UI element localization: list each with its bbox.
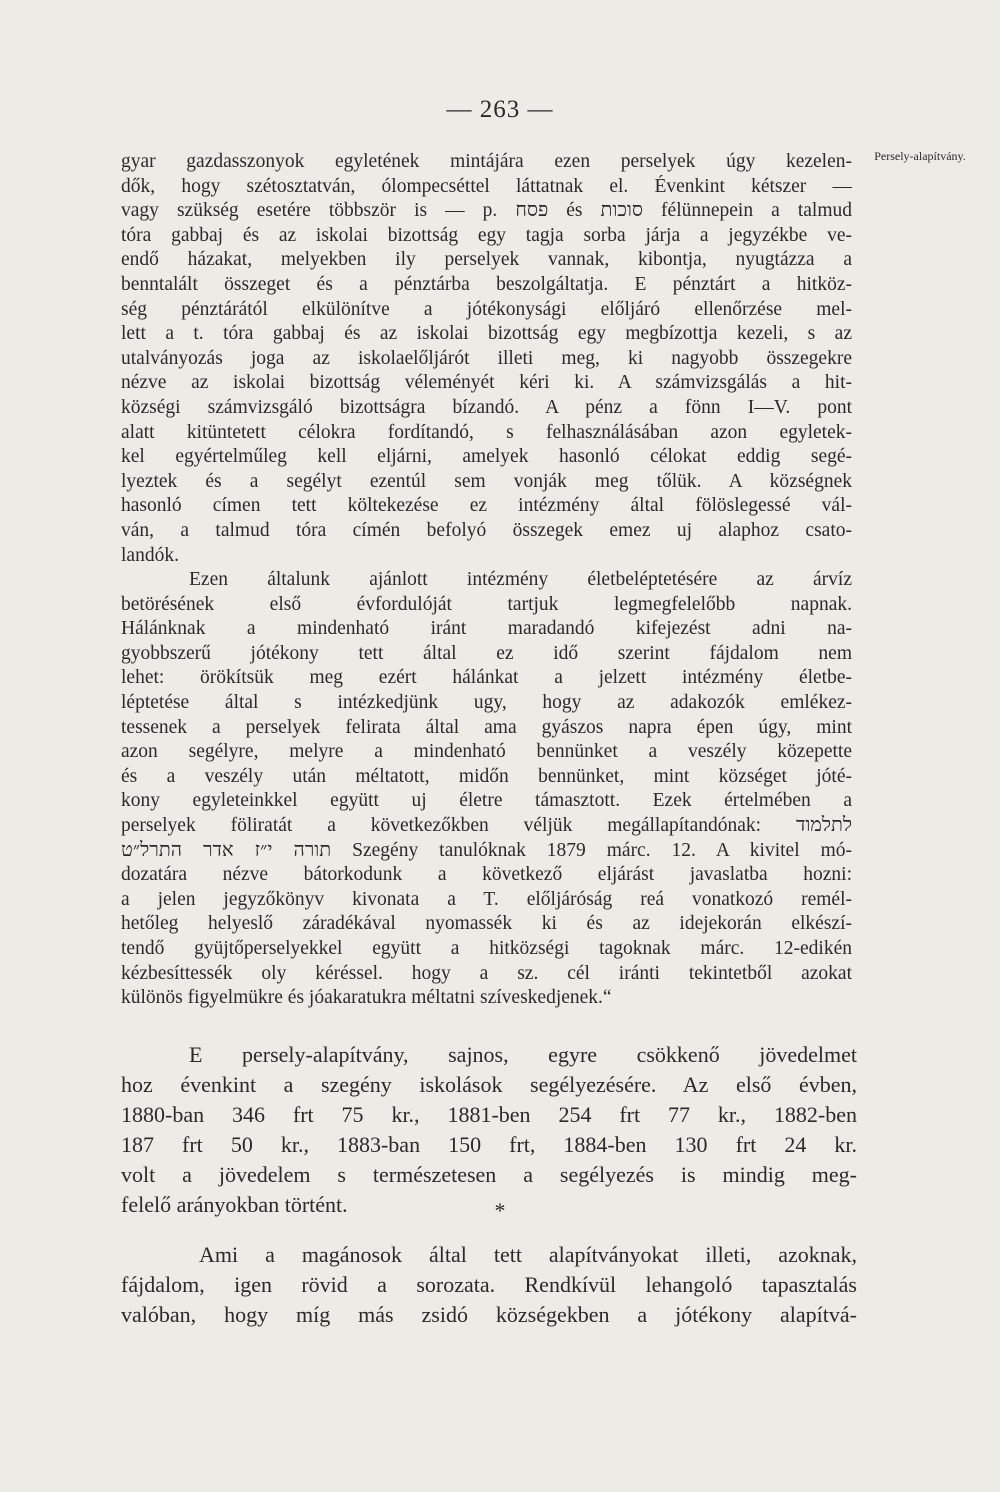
page-number: — 263 — (446, 96, 554, 123)
text-line: volt a jövedelem s természetesen a segélyezés is mindig meg- (121, 1162, 857, 1187)
paragraph-4 (121, 1240, 857, 1330)
text-line: endő házakat, melyekben ily perselyek vannak, kibontja, nyugtázza a (121, 249, 852, 271)
text-line: vagy szükség esetére többször is — p. פסח és סוכות félünnepein a talmud (121, 200, 852, 222)
text-line: E persely-alapítvány, sajnos, egyre csökkenő jövedelmet (189, 1042, 857, 1067)
text-line: léptetése által s intézkedjünk ugy, hogy az adakozók emlékez- (121, 692, 852, 714)
text-line: ván, a talmud tóra címén befolyó összegek emez uj alaphoz csato- (121, 519, 852, 541)
text-line: a jelen jegyzőkönyv kivonata a T. előljáróság reá vonatkozó remél- (121, 888, 852, 910)
text-line: ség pénztárától elkülönítve a jótékonysági előljáró ellenőrzése mel- (121, 298, 852, 320)
text-line: nézve az iskolai bizottság véleményét kéri ki. A számvizsgálás a hit- (121, 372, 852, 394)
text-line: 187 frt 50 kr., 1883-ban 150 frt, 1884-ben 130 frt 24 kr. (121, 1132, 857, 1157)
paragraph-3 (121, 1040, 857, 1220)
text-line: betörésének első évfordulóját tartjuk legmegfelelőbb napnak. (121, 593, 852, 615)
text-line: Hálánknak a mindenható iránt maradandó kifejezést adni na- (121, 618, 852, 640)
text-line: landók. (121, 544, 179, 566)
text-line: lett a t. tóra gabbaj és az iskolai bizottság egy megbízottja kezeli, s az (121, 323, 852, 345)
section-separator: * (494, 1198, 506, 1223)
text-line: és a veszély után méltatott, midőn bennünket, mint községet jóté- (121, 765, 852, 787)
text-line: tendő gyüjtőperselyekkel együtt a hitközségi tagoknak márc. 12-edikén (121, 938, 852, 959)
text-line: gyobbszerű jótékony tett által ez idő szerint fájdalom nem (121, 642, 852, 664)
text-line: lehet: örökítsük meg ezért hálánkat a jelzett intézmény életbe- (121, 667, 852, 689)
text-line: kony egyleteinkkel együtt uj életre támasztott. Ezek értelmében a (121, 790, 852, 812)
text-line: alatt kitüntetett célokra fordítandó, s felhasználásában azon egyletek- (121, 421, 852, 443)
text-line: תורה י״ז אדר התרל״ט Szegény tanulóknak 1879 márc. 12. A kivitel mó- (121, 839, 852, 861)
text-line: 1880-ban 346 frt 75 kr., 1881-ben 254 frt 77 kr., 1882-ben (121, 1102, 857, 1127)
text-line: felelő arányokban történt. (121, 1192, 348, 1217)
text-line: különös figyelmükre és jóakaratukra méltatni szíveskedjenek.“ (121, 987, 612, 1009)
text-line: valóban, hogy míg más zsidó községekben a jótékony alapítvá- (121, 1302, 857, 1327)
text-line: kézbesíttessék oly kéréssel. hogy a sz. cél iránti tekintetből azokat (121, 962, 852, 984)
text-line: Ezen általunk ajánlott intézmény életbeléptetésére az árvíz (189, 569, 852, 591)
text-line: hasonló címen tett költekezése ez intézmény által fölöslegessé vál- (121, 495, 852, 517)
text-line: fájdalom, igen rövid a sorozata. Rendkívül lehangoló tapasztalás (121, 1272, 857, 1297)
text-line: dozatára nézve bátorkodunk a következő eljárást javaslatba hozni: (121, 864, 852, 886)
text-line: Ami a magánosok által tett alapítványokat illeti, azoknak, (199, 1242, 857, 1267)
paragraph-1 (121, 150, 852, 568)
text-line: utalványozás joga az iskolaelőljárót illeti meg, ki nagyobb összegekre (121, 347, 852, 369)
text-line: perselyek föliratát a következőkben véljük megállapítandónak: לתלמוד (121, 815, 852, 837)
text-line: tessenek a perselyek felirata által ama gyászos napra épen úgy, mint (121, 716, 852, 738)
body-text-small (121, 150, 852, 1011)
text-line: hetőleg helyeslő záradékával nyomassék ki és az idejekorán elkészí- (121, 913, 852, 935)
paragraph-2 (121, 568, 852, 1011)
text-line: községi számvizsgáló bizottságra bízandó. A pénz a fönn I—V. pont (121, 396, 852, 418)
text-line: azon segélyre, melyre a mindenható bennünket a veszély közepette (121, 741, 852, 763)
text-line: benntalált összeget és a pénztárba beszolgáltatja. E pénztárt a hitköz- (121, 273, 852, 295)
text-line: kel egyértelműleg kell eljárni, amelyek hasonló célokat eddig segé- (121, 446, 852, 468)
margin-note: Persely-alapítvány. (874, 149, 966, 163)
text-line: dők, hogy szétosztatván, ólompecséttel láttatnak el. Évenkint kétszer — (121, 175, 852, 197)
text-line: tóra gabbaj és az iskolai bizottság egy tagja sorba járja a jegyzékbe ve- (121, 224, 852, 246)
text-line: gyar gazdasszonyok egyletének mintájára ezen perselyek úgy kezelen- (121, 151, 852, 172)
text-line: lyeztek és a segélyt ezentúl sem vonják meg tőlük. A községnek (121, 470, 852, 492)
text-line: hoz évenkint a szegény iskolások segélyezésére. Az első évben, (121, 1072, 857, 1097)
